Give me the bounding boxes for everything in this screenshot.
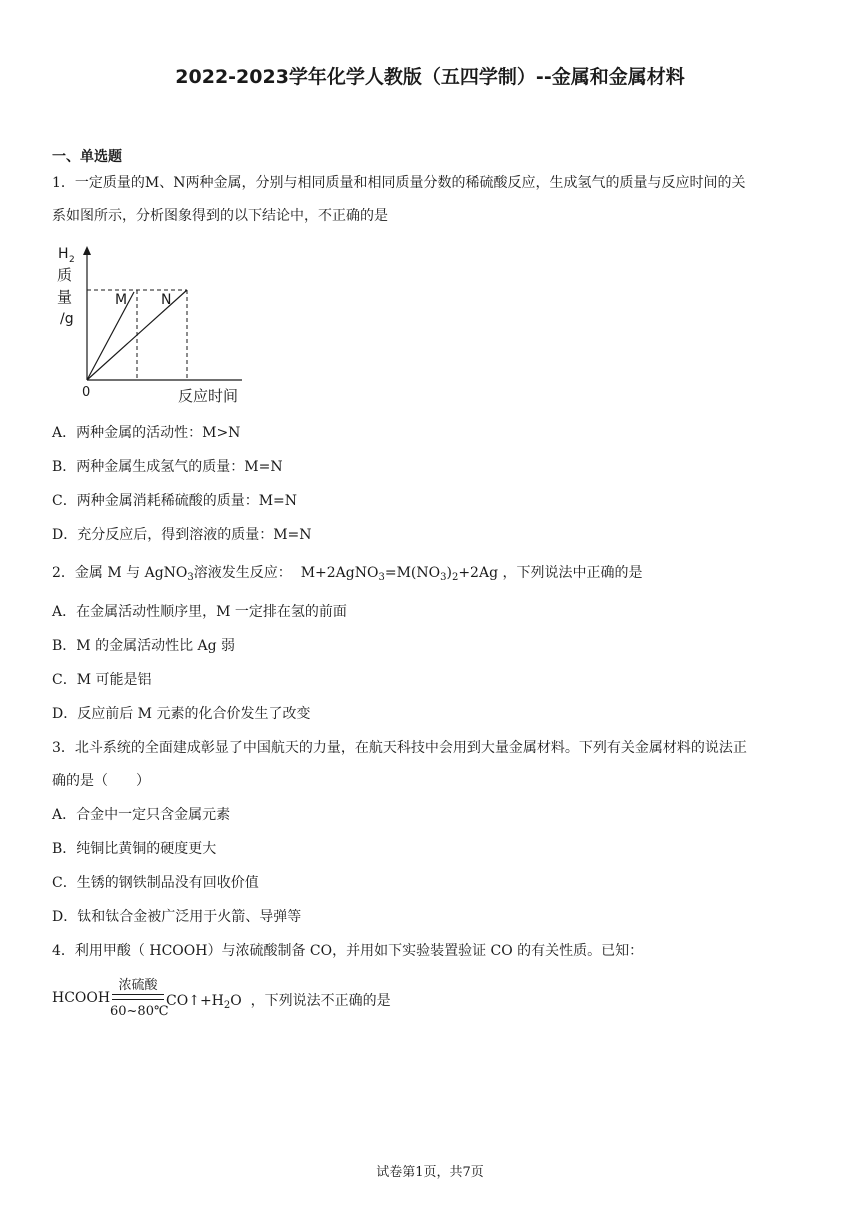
x-label: 反应时间 bbox=[178, 387, 239, 405]
equation-reactant: HCOOH bbox=[52, 990, 111, 1006]
section-heading: 一、单选题 bbox=[52, 149, 122, 165]
question-2-option-b: B．M 的金属活动性比 Ag 弱 bbox=[52, 638, 236, 654]
question-2-option-a: A．在金属活动性顺序里，M 一定排在氢的前面 bbox=[52, 604, 347, 620]
equation-double-bar bbox=[112, 994, 164, 1000]
line-m-label: M bbox=[115, 292, 128, 308]
equation-products: $CO↑+H_2O$ ，下列说法不正确的是 bbox=[166, 993, 391, 1011]
question-3-option-a: A．合金中一定只含金属元素 bbox=[52, 807, 231, 823]
question-2-option-d: D．反应前后 M 元素的化合价发生了改变 bbox=[52, 706, 311, 722]
page-title: 2022-2023学年化学人教版（五四学制）--金属和金属材料 bbox=[175, 66, 685, 88]
question-3-option-d: D．钛和钛合金被广泛用于火箭、导弹等 bbox=[52, 909, 302, 925]
y-label-3: /g bbox=[60, 311, 74, 327]
line-n-label: N bbox=[161, 292, 172, 308]
question-2-equation: $M+2AgNO_3=M(NO_3)_2+2Ag$ bbox=[300, 565, 499, 583]
question-1-option-a: A．两种金属的活动性：M>N bbox=[52, 425, 241, 441]
question-1-line-1: 1．一定质量的M、N两种金属，分别与相同质量和相同质量分数的稀硫酸反应，生成氢气的质量与反应时间的关 bbox=[52, 175, 746, 191]
question-1-option-d: D．充分反应后，得到溶液的质量：M=N bbox=[52, 527, 312, 543]
question-3-line-1: 3．北斗系统的全面建成彰显了中国航天的力量，在航天科技中会用到大量金属材料。下列有关金属材料的说法正 bbox=[52, 740, 747, 756]
question-2-option-c: C．M 可能是铝 bbox=[52, 672, 152, 688]
question-3-option-c: C．生锈的钢铁制品没有回收价值 bbox=[52, 875, 259, 891]
question-1-line-2: 系如图所示，分析图象得到的以下结论中，不正确的是 bbox=[52, 208, 388, 224]
y-axis-arrow bbox=[83, 246, 91, 255]
y-label-1: 质 bbox=[57, 266, 73, 284]
equation-condition-over: 浓硫酸 bbox=[118, 978, 158, 993]
y-label-2: 量 bbox=[57, 288, 73, 306]
question-3-option-b: B．纯铜比黄铜的硬度更大 bbox=[52, 841, 217, 857]
question-1-option-c: C．两种金属消耗稀硫酸的质量：M=N bbox=[52, 493, 298, 509]
page-footer: 试卷第1页，共7页 bbox=[376, 1165, 484, 1180]
question-1-option-b: B．两种金属生成氢气的质量：M=N bbox=[52, 459, 283, 475]
question-1-graph bbox=[52, 238, 252, 408]
question-3-line-2: 确的是（ ） bbox=[52, 773, 150, 789]
question-4-line-1: 4．利用甲酸（ HCOOH）与浓硫酸制备 CO，并用如下实验装置验证 CO 的有关性质。已知： bbox=[52, 943, 644, 959]
y-label-sub: 2 bbox=[69, 255, 75, 265]
origin-label: 0 bbox=[82, 385, 91, 400]
line-n bbox=[87, 290, 187, 380]
y-label-h: H bbox=[58, 246, 69, 262]
question-2-stem: 2．金属 M 与 AgNO$_3$溶液发生反应： $M+2AgNO_3=M(NO_3)_2+2Ag$ ，下列说法中正确的是 bbox=[52, 565, 643, 583]
equation-condition-under: 60~80℃ bbox=[110, 1004, 169, 1019]
